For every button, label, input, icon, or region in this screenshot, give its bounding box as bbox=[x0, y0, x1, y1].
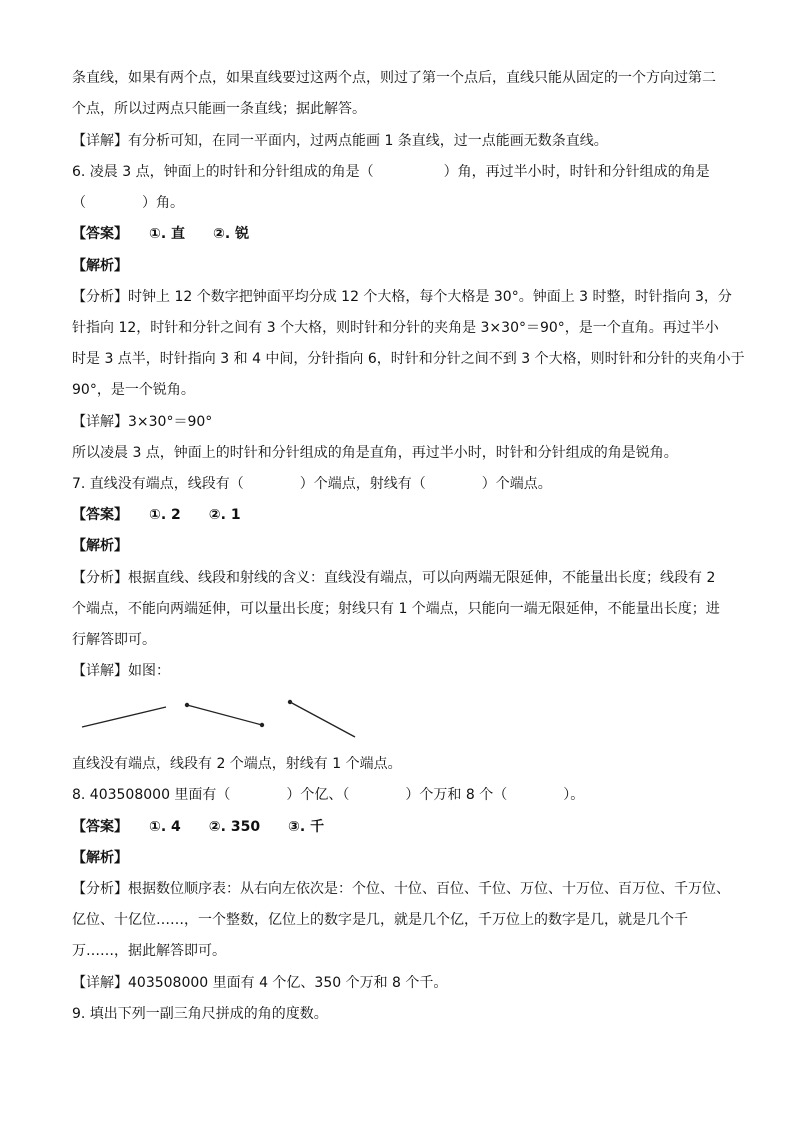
detail-7-conclusion: 直线没有端点，线段有 2 个端点，射线有 1 个端点。 bbox=[72, 756, 402, 772]
detail-7-label: 【详解】如图： bbox=[72, 663, 170, 679]
analysis-6-line-4: 90°，是一个锐角。 bbox=[72, 382, 195, 398]
analysis-8-line-3: 万……，据此解答即可。 bbox=[72, 943, 226, 959]
question-7: 7. 直线没有端点，线段有（ ）个端点，射线有（ ）个端点。 bbox=[72, 476, 552, 492]
question-6-line-1: 6. 凌晨 3 点，钟面上的时针和分针组成的角是（ ）角，再过半小时，时针和分针组成的角是 bbox=[72, 164, 710, 180]
answer-6: 【答案】 ①. 直 ②. 锐 bbox=[72, 226, 250, 242]
straight-line-shape bbox=[82, 707, 166, 727]
question-9: 9. 填出下列一副三角尺拼成的角的度数。 bbox=[72, 1006, 328, 1022]
segment-endpoint-right bbox=[260, 723, 264, 727]
analysis-6-line-1: 【分析】时钟上 12 个数字把钟面平均分成 12 个大格，每个大格是 30°。钟面上 3 时整，时针指向 3，分 bbox=[72, 289, 732, 305]
segment-endpoint-left bbox=[185, 703, 189, 707]
line-segment-shape bbox=[187, 705, 262, 725]
detail-6-line-1: 【详解】3×30°＝90° bbox=[72, 414, 213, 430]
analysis-7-line-1: 【分析】根据直线、线段和射线的含义：直线没有端点，可以向两端无限延伸，不能量出长度；线段有 2 bbox=[72, 570, 716, 586]
analysis-6-line-3: 时是 3 点半，时针指向 3 和 4 中间，分针指向 6，时针和分针之间不到 3 个大格，则时针和分针的夹角小于 bbox=[72, 351, 745, 367]
detail-8: 【详解】403508000 里面有 4 个亿、350 个万和 8 个千。 bbox=[72, 975, 448, 991]
analysis-7-line-3: 行解答即可。 bbox=[72, 632, 156, 648]
jiexi-8: 【解析】 bbox=[72, 850, 128, 866]
ray-shape bbox=[290, 702, 355, 737]
ray-endpoint bbox=[288, 700, 292, 704]
text-line-1: 条直线，如果有两个点，如果直线要过这两个点，则过了第一个点后，直线只能从固定的一个方向过第二 bbox=[72, 70, 716, 86]
answer-7: 【答案】 ①. 2 ②. 1 bbox=[72, 507, 241, 523]
text-line-2: 个点，所以过两点只能画一条直线；据此解答。 bbox=[72, 101, 366, 117]
question-6-line-2: （ ）角。 bbox=[72, 195, 184, 211]
detail-6-line-2: 所以凌晨 3 点，钟面上的时针和分针组成的角是直角，再过半小时，时针和分针组成的角是锐角。 bbox=[72, 445, 678, 461]
answer-8: 【答案】 ①. 4 ②. 350 ③. 千 bbox=[72, 819, 325, 835]
analysis-6-line-2: 针指向 12，时针和分针之间有 3 个大格，则时针和分针的夹角是 3×30°＝90°，是一个直角。再过半小 bbox=[72, 320, 719, 336]
jiexi-6: 【解析】 bbox=[72, 258, 128, 274]
line-segment-ray-figure bbox=[72, 690, 372, 745]
analysis-8-line-2: 亿位、十亿位……，一个整数，亿位上的数字是几，就是几个亿，千万位上的数字是几，就是几个千 bbox=[72, 912, 688, 928]
jiexi-7: 【解析】 bbox=[72, 538, 128, 554]
question-8: 8. 403508000 里面有（ ）个亿、（ ）个万和 8 个（ ）。 bbox=[72, 787, 585, 803]
text-line-3: 【详解】有分析可知，在同一平面内，过两点能画 1 条直线，过一点能画无数条直线。 bbox=[72, 133, 608, 149]
analysis-8-line-1: 【分析】根据数位顺序表：从右向左依次是：个位、十位、百位、千位、万位、十万位、百万位、千万位、 bbox=[72, 881, 730, 897]
analysis-7-line-2: 个端点，不能向两端延伸，可以量出长度；射线只有 1 个端点，只能向一端无限延伸，不能量出长度；进 bbox=[72, 601, 720, 617]
